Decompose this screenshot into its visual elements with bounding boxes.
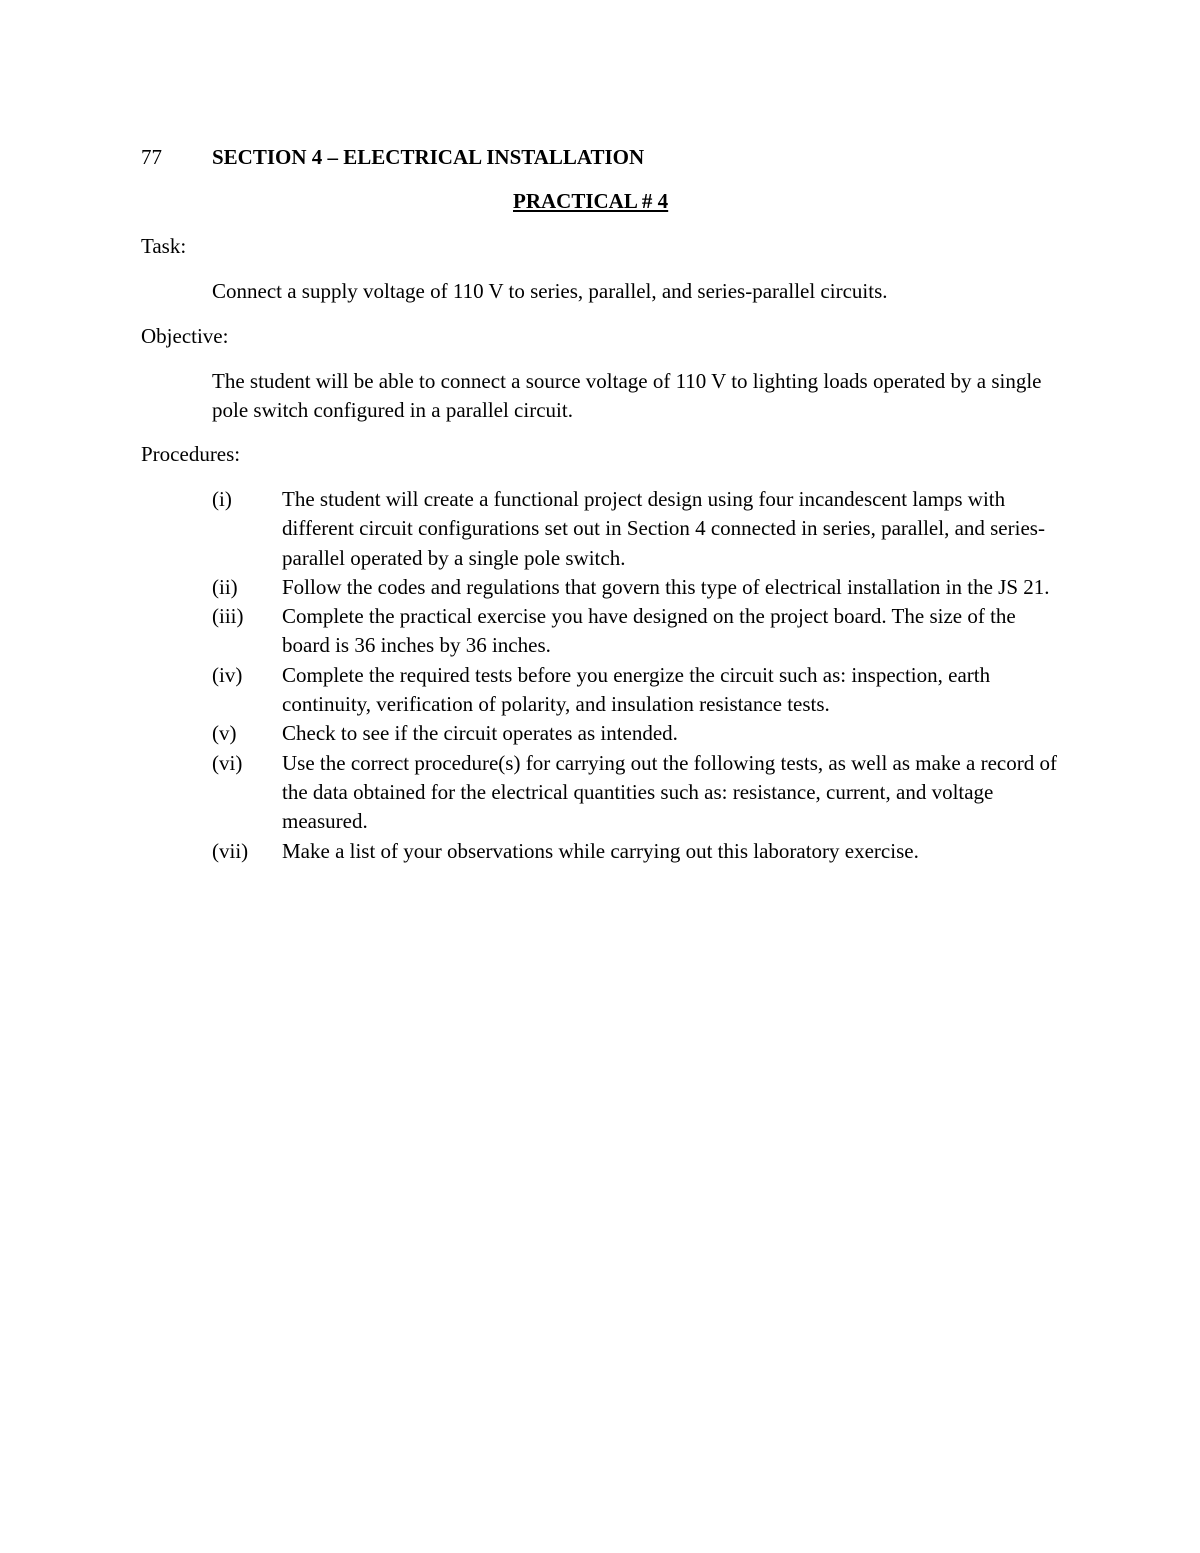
procedure-number: (iii)	[212, 604, 244, 629]
procedure-text: Check to see if the circuit operates as intended.	[282, 721, 678, 746]
procedure-number: (vi)	[212, 750, 243, 775]
procedure-text: Follow the codes and regulations that govern this type of electrical installation in the JS 21.	[282, 574, 1050, 599]
procedure-text: Make a list of your observations while carrying out this laboratory exercise.	[282, 838, 919, 863]
procedure-item	[212, 837, 1062, 866]
procedure-number: (iv)	[212, 662, 243, 687]
procedure-text: Complete the practical exercise you have designed on the project board. The size of the board is 36 inches by 36 inches.	[282, 604, 1016, 658]
practical-title: PRACTICAL # 4	[513, 189, 669, 213]
procedures-list	[212, 485, 1062, 866]
objective-text: The student will be able to connect a source voltage of 110 V to lighting loads operated by a single pole switch configured in a parallel circuit.	[212, 369, 1042, 422]
objective-label: Objective:	[141, 324, 229, 348]
procedure-number: (vii)	[212, 838, 249, 863]
procedure-item	[212, 749, 1062, 837]
task-text: Connect a supply voltage of 110 V to series, parallel, and series-parallel circuits.	[212, 279, 888, 303]
procedure-number: (v)	[212, 721, 237, 746]
procedure-text: The student will create a functional project design using four incandescent lamps with different circuit configurations set out in Section 4 connected in series, parallel, and series-parallel operated by a single pole switch.	[282, 487, 1045, 570]
page-number: 77	[141, 145, 162, 169]
procedure-text: Use the correct procedure(s) for carrying out the following tests, as well as make a record of the data obtained for the electrical quantities such as: resistance, current, and voltage measured.	[282, 750, 1057, 834]
procedure-number: (ii)	[212, 574, 238, 599]
procedure-item	[212, 602, 1062, 661]
procedure-item	[212, 485, 1062, 573]
task-label: Task:	[141, 234, 187, 258]
procedure-item	[212, 661, 1062, 720]
section-title: SECTION 4 – ELECTRICAL INSTALLATION	[212, 145, 645, 169]
procedure-item	[212, 719, 1062, 748]
procedure-item	[212, 573, 1062, 602]
procedures-label: Procedures:	[141, 442, 241, 466]
procedure-text: Complete the required tests before you energize the circuit such as: inspection, earth continuity, verification of polarity, and insulation resistance tests.	[282, 662, 991, 717]
procedure-number: (i)	[212, 487, 232, 511]
